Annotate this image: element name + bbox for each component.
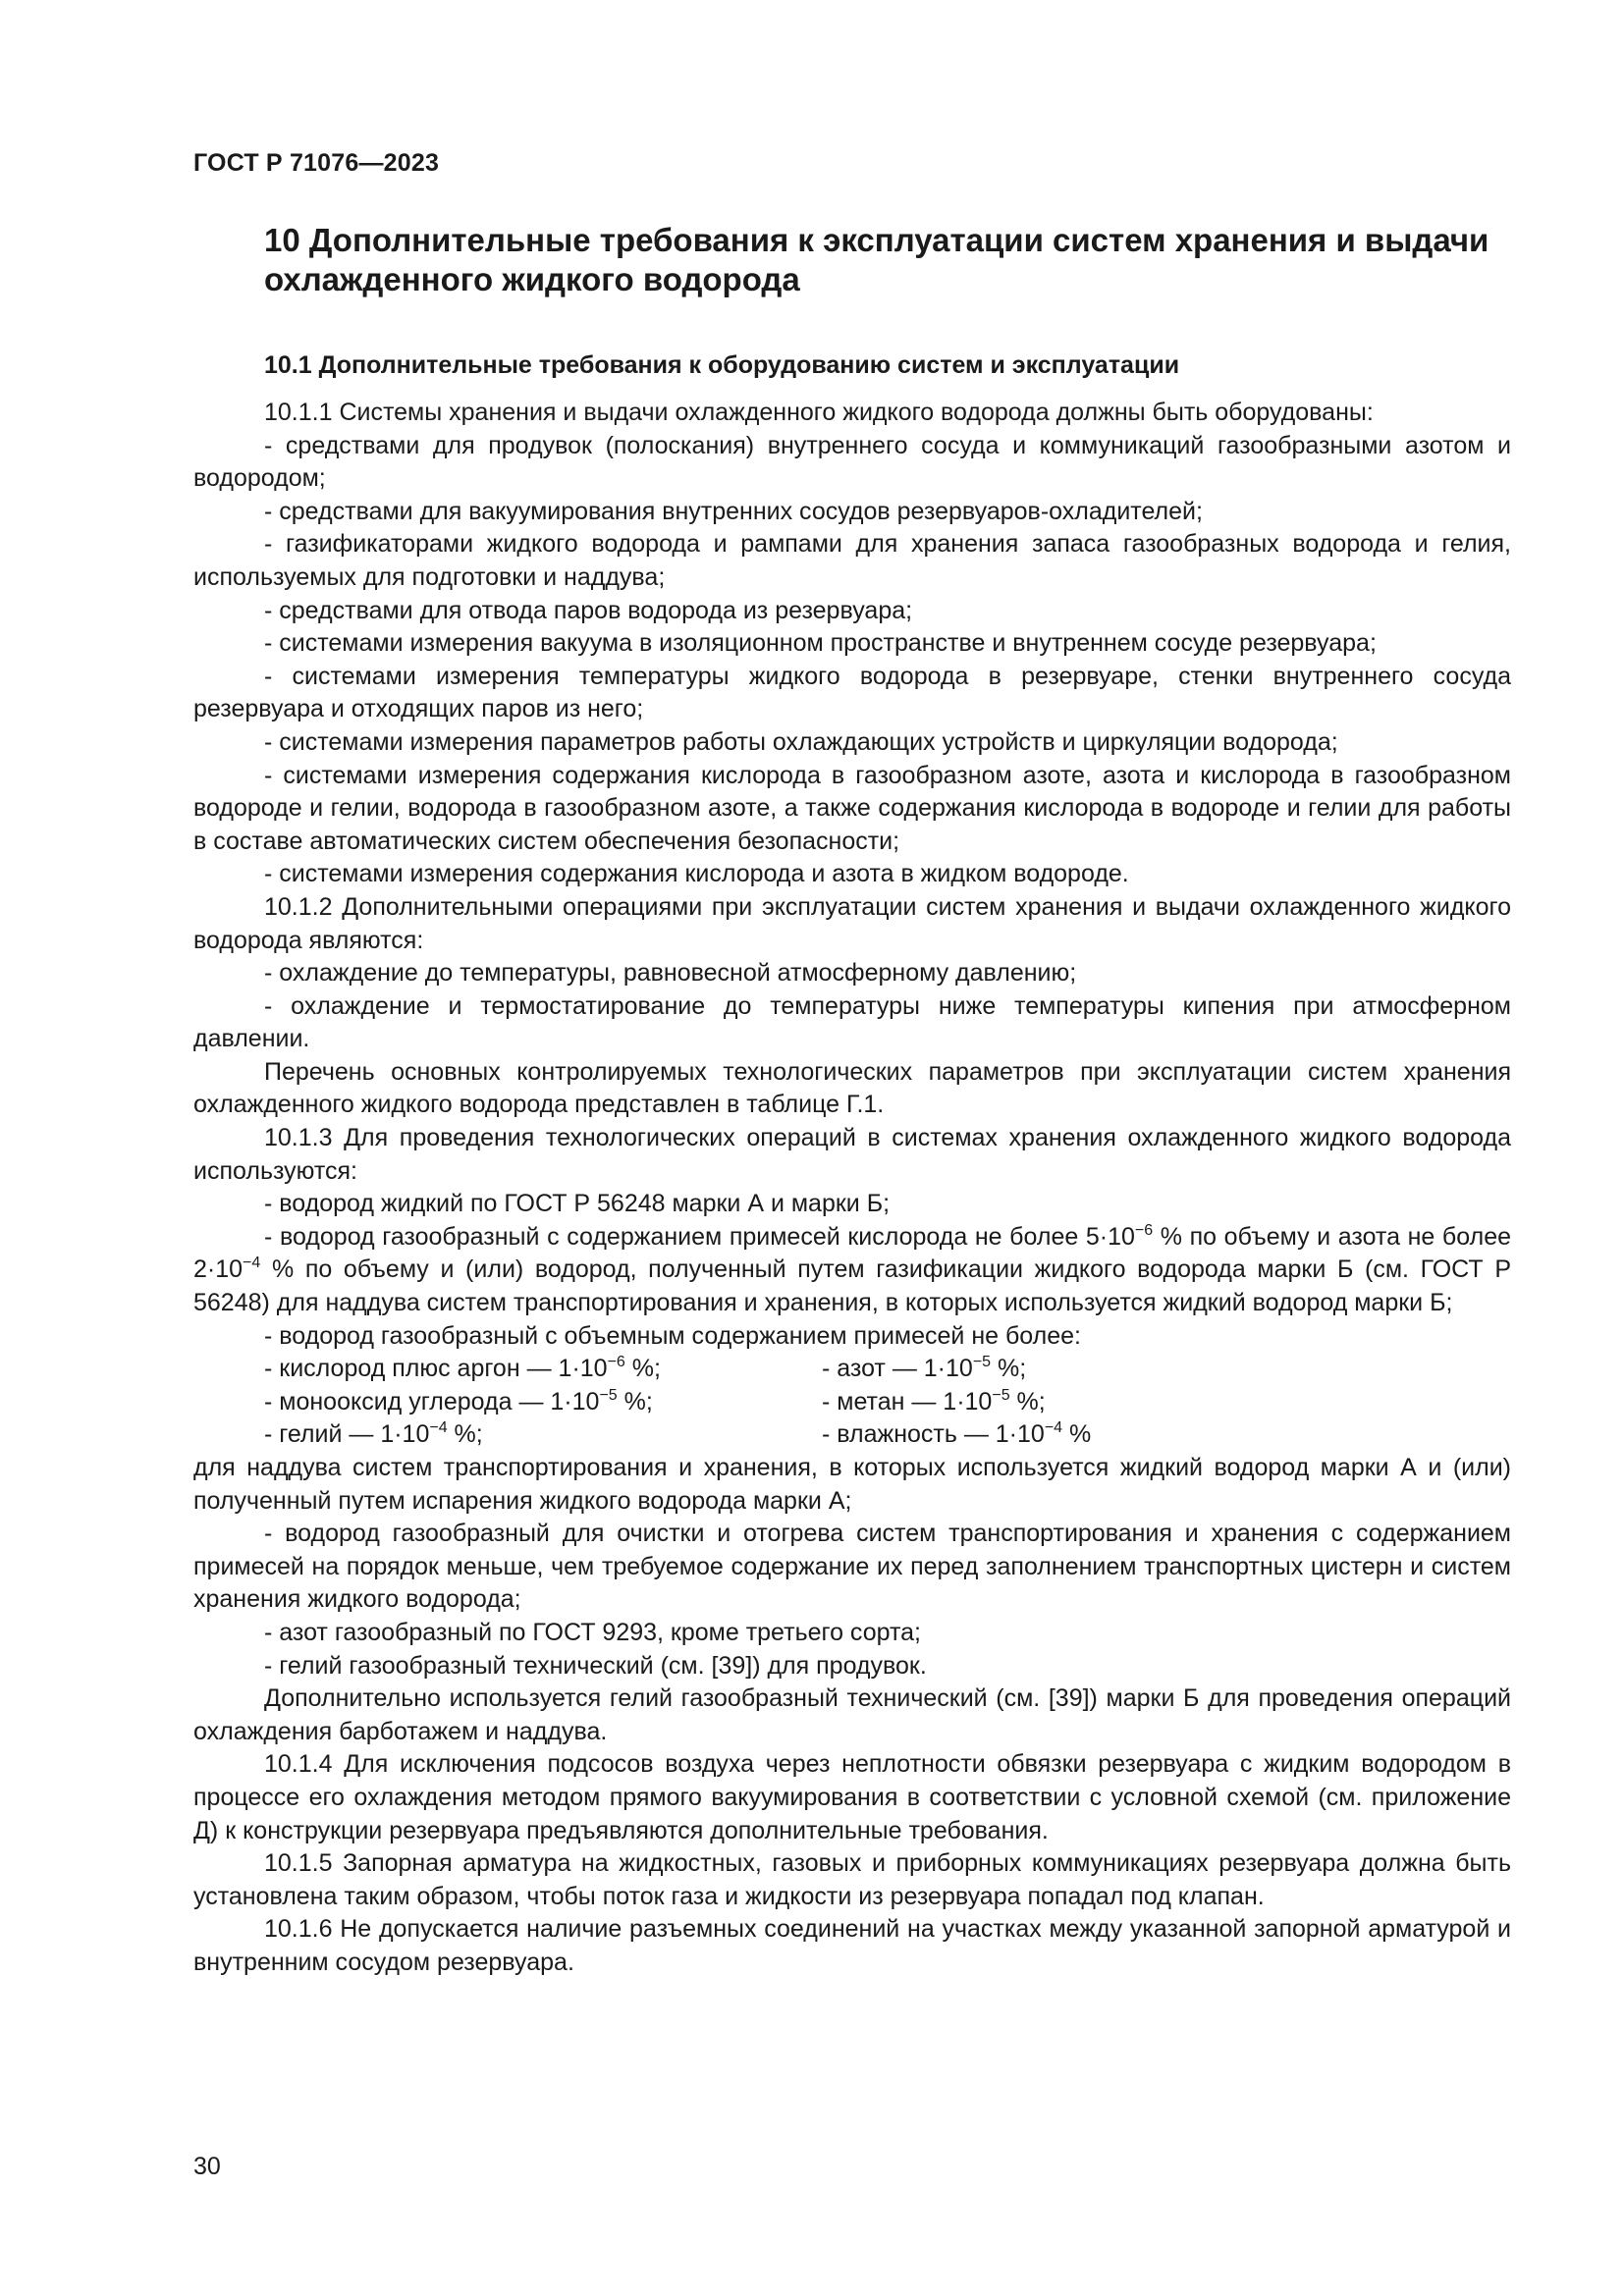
list-item: - газификаторами жидкого водорода и рампами для хранения запаса газообразных водорода и гелия, используемых для подготовки и наддува; bbox=[193, 530, 1511, 591]
impurity-cell: - влажность — $1\cdot 10^{-4}$ % bbox=[822, 1419, 1092, 1449]
superscript: −4 bbox=[429, 1419, 448, 1437]
body-text bbox=[193, 397, 1511, 1980]
paragraph: для наддува систем транспортирования и хранения, в которых используется жидкий водород марки А и (или) полученный путем испарения жидкого водорода марки А; bbox=[193, 1454, 1511, 1515]
superscript: −5 bbox=[599, 1386, 618, 1404]
list-item: - охлаждение и термостатирование до температуры ниже температуры кипения при атмосферном давлении. bbox=[193, 991, 1511, 1053]
list-item: - средствами для отвода паров водорода из резервуара; bbox=[264, 596, 913, 624]
impurity-row bbox=[264, 1353, 1091, 1386]
list-item: - водород газообразный для очистки и отогрева систем транспортирования и хранения с содержанием примесей на порядок меньше, чем требуемое содержание их перед заполнением транспортных цистерн и систем хранения жидкого водорода; bbox=[193, 1520, 1511, 1614]
impurities-list bbox=[264, 1353, 1091, 1452]
paragraph-10-1-2: 10.1.2 Дополнительными операциями при эксплуатации систем хранения и выдачи охлажденного жидкого водорода являются: bbox=[193, 892, 1511, 954]
paragraph-10-1-6: 10.1.6 Не допускается наличие разъемных соединений на участках между указанной запорной арматурой и внутренним сосудом резервуара. bbox=[193, 1915, 1511, 1976]
document-header: ГОСТ Р 71076—2023 bbox=[193, 149, 440, 177]
paragraph: Дополнительно используется гелий газообразный технический (см. [39]) марки Б для проведения операций охлаждения барботажем и наддува. bbox=[193, 1684, 1511, 1745]
list-item: - охлаждение до температуры, равновесной атмосферному давлению; bbox=[264, 959, 1077, 988]
impurity-cell: - кислород плюс аргон — $1\cdot 10^{-6}$ %; bbox=[264, 1354, 661, 1383]
impurity-row bbox=[264, 1386, 1091, 1419]
impurity-cell: - азот — $1\cdot 10^{-5}$ %; bbox=[822, 1354, 1027, 1383]
impurity-cell: - метан — $1\cdot 10^{-5}$ %; bbox=[822, 1386, 1046, 1415]
paragraph-10-1-4: 10.1.4 Для исключения подсосов воздуха через неплотности обвязки резервуара с жидким водородом в процессе его охлаждения методом прямого вакуумирования в соответствии с условной схемой (см. приложение Д) к конструкции резервуара предъявляются дополнительные требования. bbox=[193, 1750, 1511, 1844]
list-item: - водород жидкий по ГОСТ Р 56248 марки А и марки Б; bbox=[264, 1190, 891, 1218]
subsection-title: 10.1 Дополнительные требования к оборудованию систем и эксплуатации bbox=[264, 351, 1180, 379]
superscript: −4 bbox=[1044, 1419, 1063, 1437]
superscript: −6 bbox=[1134, 1221, 1154, 1239]
list-item: - системами измерения вакуума в изоляционном пространстве и внутреннем сосуде резервуара; bbox=[264, 629, 1377, 658]
superscript: −4 bbox=[243, 1255, 261, 1272]
paragraph-10-1-3: 10.1.3 Для проведения технологических операций в системах хранения охлажденного жидкого водорода используются: bbox=[193, 1124, 1511, 1185]
text-segment: % по объему и (или) водород, полученный путем газификации жидкого водорода марки Б (см. ГОСТ Р 56248) для наддува систем транспортирования и хранения, в которых используется жидкий водород марки Б; bbox=[193, 1255, 1511, 1317]
list-item: - системами измерения содержания кислорода и азота в жидком водороде. bbox=[264, 860, 1129, 888]
list-item: - водород газообразный с объемным содержанием примесей не более: bbox=[264, 1321, 1081, 1350]
superscript: −5 bbox=[992, 1386, 1010, 1404]
superscript: −6 bbox=[607, 1354, 625, 1371]
section-title-line-1: 10 Дополнительные требования к эксплуатации систем хранения и выдачи bbox=[264, 222, 1489, 258]
list-item: - средствами для продувок (полоскания) внутреннего сосуда и коммуникаций газообразными азотом и водородом; bbox=[193, 431, 1511, 493]
page-number: 30 bbox=[193, 2153, 221, 2180]
impurity-cell: - монооксид углерода — $1\cdot 10^{-5}$ %; bbox=[264, 1386, 653, 1415]
superscript: −5 bbox=[972, 1354, 992, 1371]
list-item-hydrogen-gas bbox=[193, 1221, 1511, 1320]
paragraph: Перечень основных контролируемых технологических параметров при эксплуатации систем хранения охлажденного жидкого водорода представлен в таблице Г.1. bbox=[193, 1057, 1511, 1119]
list-item: - азот газообразный по ГОСТ 9293, кроме третьего сорта; bbox=[264, 1618, 921, 1646]
paragraph-10-1-1: 10.1.1 Системы хранения и выдачи охлажденного жидкого водорода должны быть оборудованы: bbox=[264, 399, 1374, 426]
list-item: - гелий газообразный технический (см. [39]) для продувок. bbox=[264, 1651, 927, 1680]
text-segment: % по объему и азота не более 2·10 bbox=[193, 1222, 1511, 1284]
list-item: - системами измерения температуры жидкого водорода в резервуаре, стенки внутреннего сосуда резервуара и отходящих паров из него; bbox=[193, 662, 1511, 723]
section-title-line-2: охлажденного жидкого водорода bbox=[264, 261, 800, 297]
list-item: - системами измерения содержания кислорода в газообразном азоте, азота и кислорода в газообразном водороде и гелии, водорода в газообразном азоте, а также содержания кислорода в водороде и гелии для работы в составе автоматических систем обеспечения безопасности; bbox=[193, 761, 1511, 855]
list-item: - средствами для вакуумирования внутренних сосудов резервуаров-охладителей; bbox=[264, 497, 1203, 525]
list-item: - системами измерения параметров работы охлаждающих устройств и циркуляции водорода; bbox=[264, 727, 1338, 756]
impurity-cell: - гелий — $1\cdot 10^{-4}$ %; bbox=[264, 1419, 483, 1449]
text-segment: - водород газообразный с содержанием примесей кислорода не более 5·10 bbox=[264, 1222, 1135, 1251]
paragraph-10-1-5: 10.1.5 Запорная арматура на жидкостных, газовых и приборных коммуникациях резервуара должна быть установлена таким образом, чтобы поток газа и жидкости из резервуара попадал под клапан. bbox=[193, 1849, 1511, 1910]
section-title bbox=[264, 221, 1511, 299]
impurity-row bbox=[264, 1418, 1091, 1452]
